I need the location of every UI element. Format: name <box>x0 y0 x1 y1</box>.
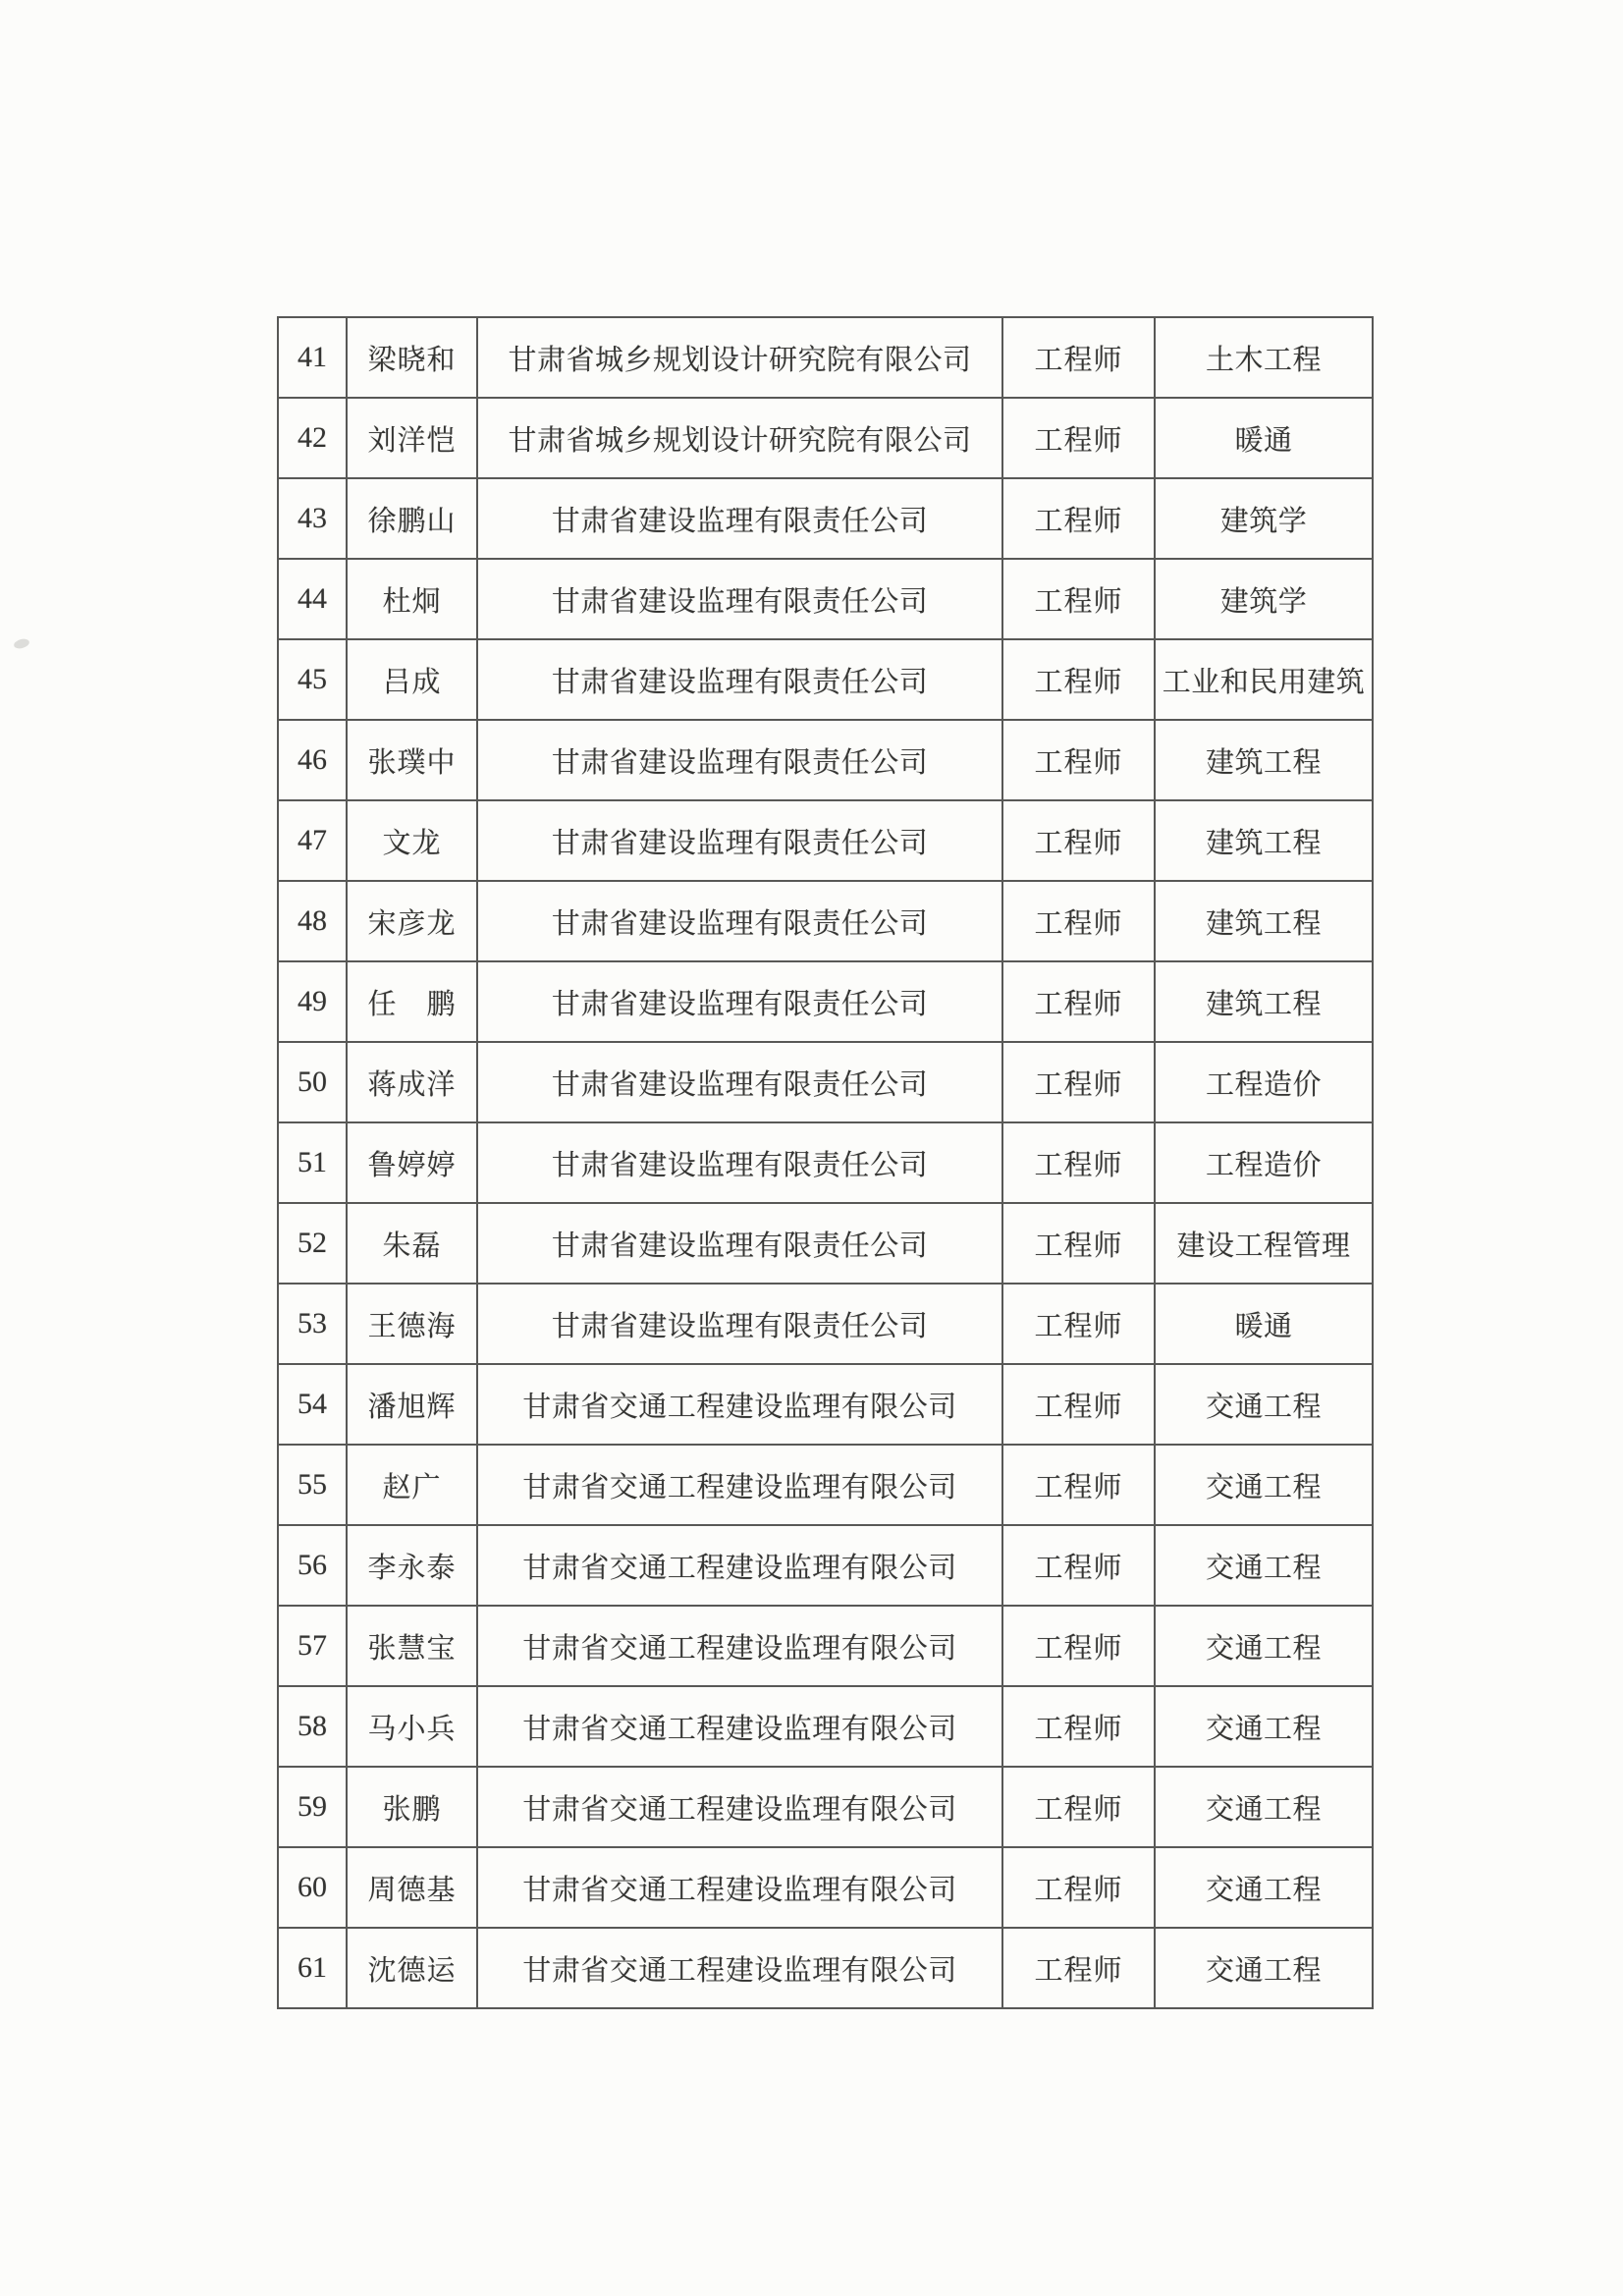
cell-name: 张慧宝 <box>347 1606 477 1686</box>
cell-title: 工程师 <box>1002 1847 1155 1928</box>
cell-name: 吕成 <box>347 639 477 720</box>
cell-company: 甘肃省交通工程建设监理有限公司 <box>477 1686 1002 1767</box>
cell-name: 刘洋恺 <box>347 398 477 478</box>
cell-company: 甘肃省建设监理有限责任公司 <box>477 800 1002 881</box>
cell-title: 工程师 <box>1002 1203 1155 1284</box>
table-row <box>278 961 1373 1042</box>
table-row <box>278 1122 1373 1203</box>
cell-company: 甘肃省交通工程建设监理有限公司 <box>477 1767 1002 1847</box>
cell-company: 甘肃省交通工程建设监理有限公司 <box>477 1445 1002 1525</box>
table-row <box>278 639 1373 720</box>
cell-no: 61 <box>278 1928 347 2008</box>
cell-company: 甘肃省交通工程建设监理有限公司 <box>477 1928 1002 2008</box>
cell-name: 潘旭辉 <box>347 1364 477 1445</box>
cell-company: 甘肃省建设监理有限责任公司 <box>477 1284 1002 1364</box>
cell-company: 甘肃省交通工程建设监理有限公司 <box>477 1606 1002 1686</box>
cell-name: 宋彦龙 <box>347 881 477 961</box>
cell-no: 55 <box>278 1445 347 1525</box>
cell-company: 甘肃省建设监理有限责任公司 <box>477 1122 1002 1203</box>
cell-title: 工程师 <box>1002 1042 1155 1122</box>
cell-company: 甘肃省交通工程建设监理有限公司 <box>477 1525 1002 1606</box>
cell-no: 50 <box>278 1042 347 1122</box>
cell-title: 工程师 <box>1002 639 1155 720</box>
cell-company: 甘肃省城乡规划设计研究院有限公司 <box>477 317 1002 398</box>
cell-no: 46 <box>278 720 347 800</box>
cell-title: 工程师 <box>1002 800 1155 881</box>
cell-no: 51 <box>278 1122 347 1203</box>
cell-name: 张璞中 <box>347 720 477 800</box>
cell-company: 甘肃省交通工程建设监理有限公司 <box>477 1364 1002 1445</box>
cell-specialty: 工程造价 <box>1155 1122 1373 1203</box>
cell-specialty: 建筑工程 <box>1155 720 1373 800</box>
cell-company: 甘肃省建设监理有限责任公司 <box>477 961 1002 1042</box>
cell-specialty: 暖通 <box>1155 1284 1373 1364</box>
cell-no: 48 <box>278 881 347 961</box>
table-row <box>278 1445 1373 1525</box>
cell-name: 周德基 <box>347 1847 477 1928</box>
cell-no: 56 <box>278 1525 347 1606</box>
cell-name: 王德海 <box>347 1284 477 1364</box>
cell-specialty: 交通工程 <box>1155 1606 1373 1686</box>
cell-company: 甘肃省城乡规划设计研究院有限公司 <box>477 398 1002 478</box>
cell-specialty: 交通工程 <box>1155 1847 1373 1928</box>
cell-specialty: 建筑工程 <box>1155 800 1373 881</box>
cell-name: 朱磊 <box>347 1203 477 1284</box>
table-row <box>278 1364 1373 1445</box>
cell-specialty: 交通工程 <box>1155 1928 1373 2008</box>
cell-company: 甘肃省建设监理有限责任公司 <box>477 559 1002 639</box>
table-row <box>278 881 1373 961</box>
table-row <box>278 559 1373 639</box>
cell-title: 工程师 <box>1002 881 1155 961</box>
cell-specialty: 建设工程管理 <box>1155 1203 1373 1284</box>
cell-specialty: 交通工程 <box>1155 1767 1373 1847</box>
cell-name: 梁晓和 <box>347 317 477 398</box>
cell-no: 42 <box>278 398 347 478</box>
cell-specialty: 建筑学 <box>1155 478 1373 559</box>
cell-no: 59 <box>278 1767 347 1847</box>
cell-no: 57 <box>278 1606 347 1686</box>
cell-no: 47 <box>278 800 347 881</box>
cell-name: 鲁婷婷 <box>347 1122 477 1203</box>
cell-name: 任 鹏 <box>347 961 477 1042</box>
cell-specialty: 交通工程 <box>1155 1445 1373 1525</box>
cell-no: 43 <box>278 478 347 559</box>
cell-title: 工程师 <box>1002 1122 1155 1203</box>
table-row <box>278 1847 1373 1928</box>
cell-name: 张鹏 <box>347 1767 477 1847</box>
cell-specialty: 工业和民用建筑 <box>1155 639 1373 720</box>
cell-no: 45 <box>278 639 347 720</box>
table-row <box>278 1606 1373 1686</box>
cell-title: 工程师 <box>1002 1928 1155 2008</box>
cell-name: 李永泰 <box>347 1525 477 1606</box>
cell-name: 蒋成洋 <box>347 1042 477 1122</box>
cell-title: 工程师 <box>1002 1606 1155 1686</box>
cell-specialty: 交通工程 <box>1155 1686 1373 1767</box>
cell-specialty: 暖通 <box>1155 398 1373 478</box>
cell-name: 文龙 <box>347 800 477 881</box>
cell-no: 53 <box>278 1284 347 1364</box>
table-row <box>278 317 1373 398</box>
table-row <box>278 720 1373 800</box>
cell-company: 甘肃省建设监理有限责任公司 <box>477 478 1002 559</box>
table-row <box>278 800 1373 881</box>
cell-company: 甘肃省交通工程建设监理有限公司 <box>477 1847 1002 1928</box>
cell-title: 工程师 <box>1002 1525 1155 1606</box>
cell-company: 甘肃省建设监理有限责任公司 <box>477 1203 1002 1284</box>
table-row <box>278 1284 1373 1364</box>
cell-title: 工程师 <box>1002 398 1155 478</box>
cell-title: 工程师 <box>1002 720 1155 800</box>
cell-title: 工程师 <box>1002 1767 1155 1847</box>
cell-title: 工程师 <box>1002 1445 1155 1525</box>
table-row <box>278 1928 1373 2008</box>
cell-specialty: 建筑学 <box>1155 559 1373 639</box>
table-row <box>278 1686 1373 1767</box>
cell-title: 工程师 <box>1002 961 1155 1042</box>
cell-no: 44 <box>278 559 347 639</box>
cell-no: 49 <box>278 961 347 1042</box>
table-row <box>278 478 1373 559</box>
cell-title: 工程师 <box>1002 559 1155 639</box>
cell-name: 马小兵 <box>347 1686 477 1767</box>
cell-name: 沈德运 <box>347 1928 477 2008</box>
table-row <box>278 1767 1373 1847</box>
cell-title: 工程师 <box>1002 1364 1155 1445</box>
cell-specialty: 交通工程 <box>1155 1525 1373 1606</box>
cell-title: 工程师 <box>1002 317 1155 398</box>
personnel-table-body <box>278 317 1373 2008</box>
table-row <box>278 1525 1373 1606</box>
cell-company: 甘肃省建设监理有限责任公司 <box>477 639 1002 720</box>
cell-no: 54 <box>278 1364 347 1445</box>
cell-title: 工程师 <box>1002 1284 1155 1364</box>
cell-specialty: 土木工程 <box>1155 317 1373 398</box>
cell-specialty: 建筑工程 <box>1155 961 1373 1042</box>
scan-artifact-speck <box>13 637 30 650</box>
cell-company: 甘肃省建设监理有限责任公司 <box>477 1042 1002 1122</box>
cell-title: 工程师 <box>1002 1686 1155 1767</box>
cell-title: 工程师 <box>1002 478 1155 559</box>
table-row <box>278 398 1373 478</box>
cell-no: 52 <box>278 1203 347 1284</box>
table-row <box>278 1042 1373 1122</box>
cell-specialty: 建筑工程 <box>1155 881 1373 961</box>
cell-specialty: 交通工程 <box>1155 1364 1373 1445</box>
cell-company: 甘肃省建设监理有限责任公司 <box>477 720 1002 800</box>
cell-name: 徐鹏山 <box>347 478 477 559</box>
cell-name: 杜炯 <box>347 559 477 639</box>
cell-no: 60 <box>278 1847 347 1928</box>
table-row <box>278 1203 1373 1284</box>
personnel-table <box>277 316 1374 2009</box>
cell-name: 赵广 <box>347 1445 477 1525</box>
cell-no: 58 <box>278 1686 347 1767</box>
cell-company: 甘肃省建设监理有限责任公司 <box>477 881 1002 961</box>
cell-no: 41 <box>278 317 347 398</box>
cell-specialty: 工程造价 <box>1155 1042 1373 1122</box>
